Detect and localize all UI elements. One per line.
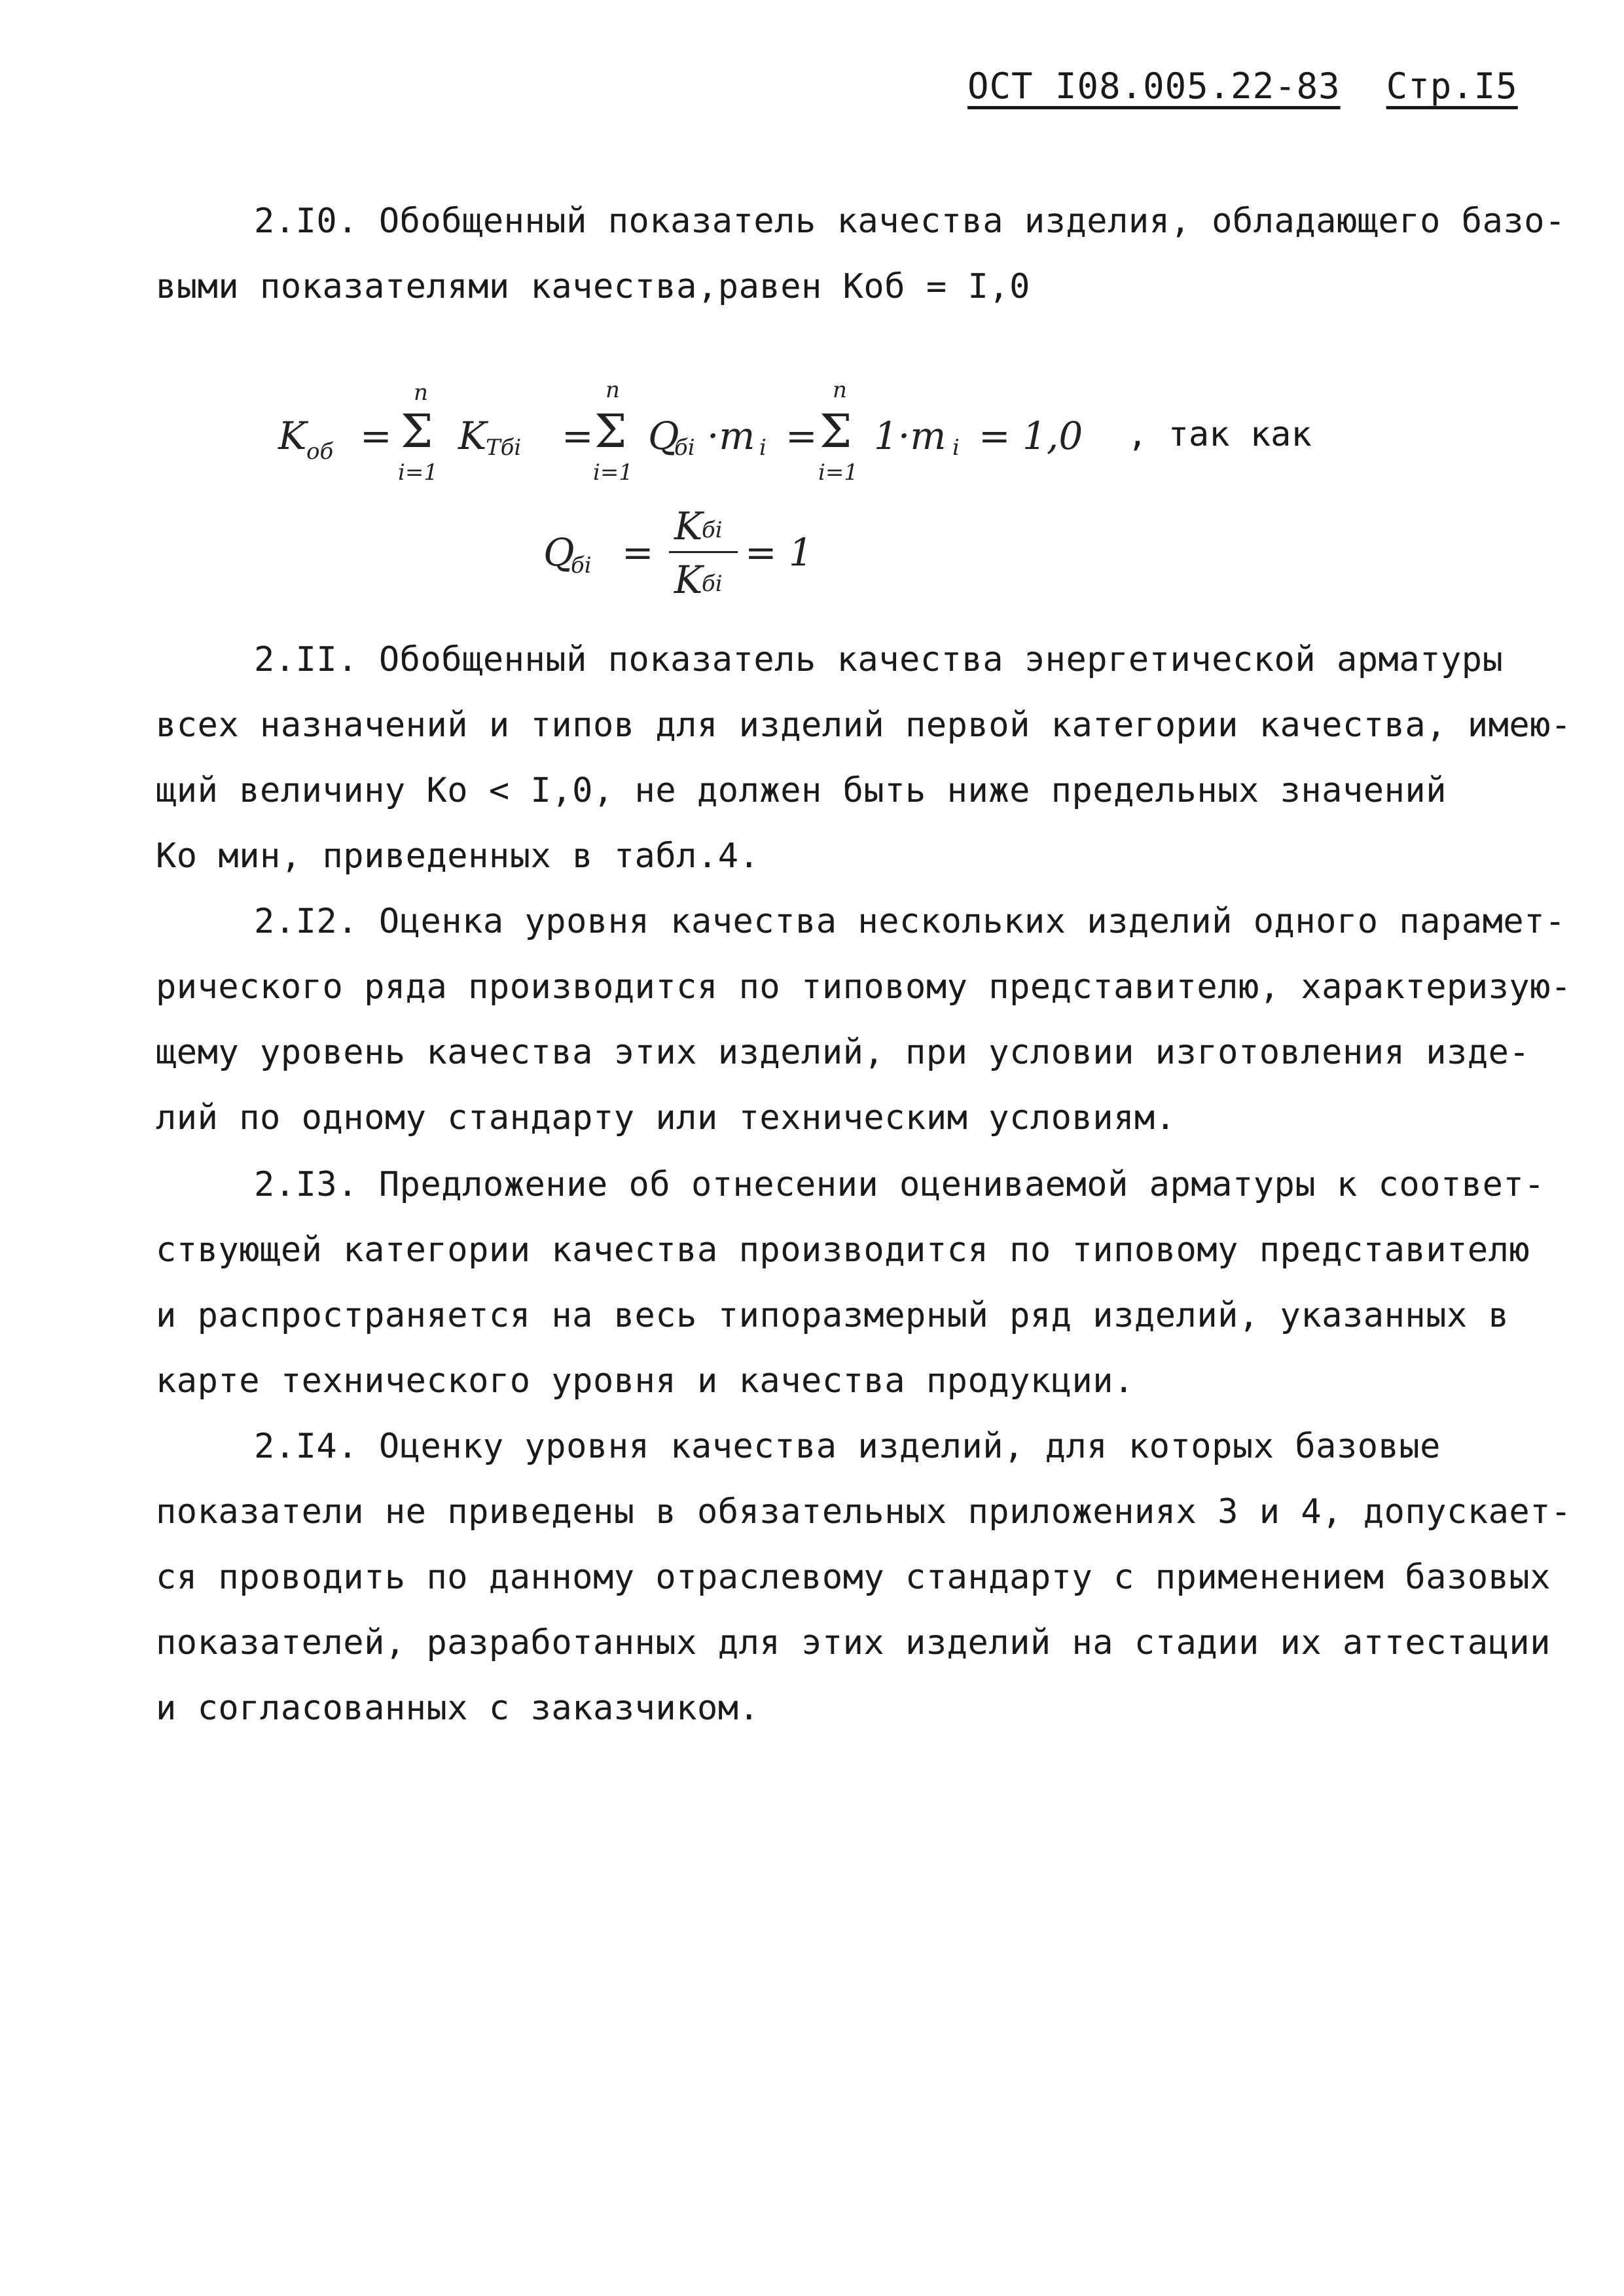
paragraph-2-14-line-1: 2.I4. Оценку уровня качества изделий, для которых базовые <box>254 1427 1441 1466</box>
term-q-mult-subscript: i <box>759 435 767 461</box>
paragraph-2-12-line-2: рического ряда производится по типовому представителю, характеризую- <box>156 967 1572 1007</box>
formula-equals-result: = 1,0 <box>979 414 1083 458</box>
paragraph-2-13-line-3: и распространяется на весь типоразмерный ряд изделий, указанных в <box>156 1296 1509 1335</box>
fraction-denominator: K <box>674 558 703 602</box>
paragraph-2-14-line-3: ся проводить по данному отраслевому стандарту с применением базовых <box>156 1558 1551 1597</box>
paragraph-2-14-line-5: и согласованных с заказчиком. <box>156 1689 760 1728</box>
fraction-numerator-subscript: бi <box>702 517 723 543</box>
sum-3-lower-limit: i=1 <box>818 459 858 486</box>
paragraph-2-14-line-4: показателей, разработанных для этих изделий на стадии их аттестации <box>156 1623 1551 1662</box>
paragraph-2-13-line-1: 2.I3. Предложение об отнесении оцениваемой арматуры к соответ- <box>254 1165 1545 1204</box>
formula-tail-text: , так как <box>1127 415 1312 454</box>
document-code: ОСТ I08.005.22-83 <box>967 65 1341 107</box>
sum-1-sigma: Σ <box>401 404 433 458</box>
sum-2-upper-limit: n <box>605 377 620 403</box>
term-k-t: K <box>458 414 487 458</box>
sum-3-sigma: Σ <box>820 404 852 458</box>
formula-q-rhs: = 1 <box>745 530 813 575</box>
formula-equals-1: = <box>360 414 392 458</box>
term-k-t-subscript: Тбi <box>486 435 522 461</box>
formula-k-ob-symbol: K <box>278 414 307 458</box>
paragraph-2-11-line-1: 2.II. Обобщенный показатель качества энергетической арматуры <box>254 640 1504 679</box>
formula-equals-2: = <box>562 414 594 458</box>
sum-1-lower-limit: i=1 <box>398 459 438 486</box>
page-number: Стр.I5 <box>1386 65 1518 107</box>
paragraph-2-11-line-3: щий величину Ко < I,0, не должен быть ниже предельных значений <box>156 771 1447 810</box>
term-q: Q <box>648 414 679 458</box>
page-header <box>967 65 1518 107</box>
paragraph-2-10-line-1: 2.I0. Обобщенный показатель качества изделия, обладающего базо- <box>254 202 1566 241</box>
formula-q-lhs: Q <box>543 530 575 575</box>
term-q-mult: ·m <box>707 414 755 458</box>
fraction-bar <box>669 551 738 553</box>
paragraph-2-12-line-3: щему уровень качества этих изделий, при условии изготовления изде- <box>156 1033 1530 1072</box>
paragraph-2-10-line-2: выми показателями качества,равен Коб = I,0 <box>156 267 1030 306</box>
paragraph-2-13-line-4: карте технического уровня и качества продукции. <box>156 1361 1134 1401</box>
sum-2-lower-limit: i=1 <box>593 459 633 486</box>
formula-k-ob-subscript: об <box>306 439 334 465</box>
formula-equals-3: = <box>785 414 818 458</box>
formula-q-lhs-subscript: бi <box>571 552 592 579</box>
paragraph-2-12-line-1: 2.I2. Оценка уровня качества нескольких изделий одного парамет- <box>254 902 1566 941</box>
paragraph-2-11-line-4: Ко мин, приведенных в табл.4. <box>156 836 760 876</box>
term-one-m-subscript: i <box>952 435 960 461</box>
fraction-denominator-subscript: бi <box>702 571 723 597</box>
paragraph-2-13-line-2: ствующей категории качества производится по типовому представителю <box>156 1230 1530 1270</box>
sum-2-sigma: Σ <box>594 404 627 458</box>
paragraph-2-14-line-2: показатели не приведены в обязательных приложениях 3 и 4, допускает- <box>156 1492 1572 1532</box>
formula-q-equals: = <box>622 530 654 575</box>
paragraph-2-12-line-4: лий по одному стандарту или техническим условиям. <box>156 1098 1176 1138</box>
fraction-numerator: K <box>674 504 703 548</box>
paragraph-2-11-line-2: всех назначений и типов для изделий первой категории качества, имею- <box>156 706 1572 745</box>
term-one-m: 1·m <box>874 414 947 458</box>
sum-1-upper-limit: n <box>414 380 428 406</box>
sum-3-upper-limit: n <box>833 377 847 403</box>
term-q-subscript: бi <box>674 435 695 461</box>
